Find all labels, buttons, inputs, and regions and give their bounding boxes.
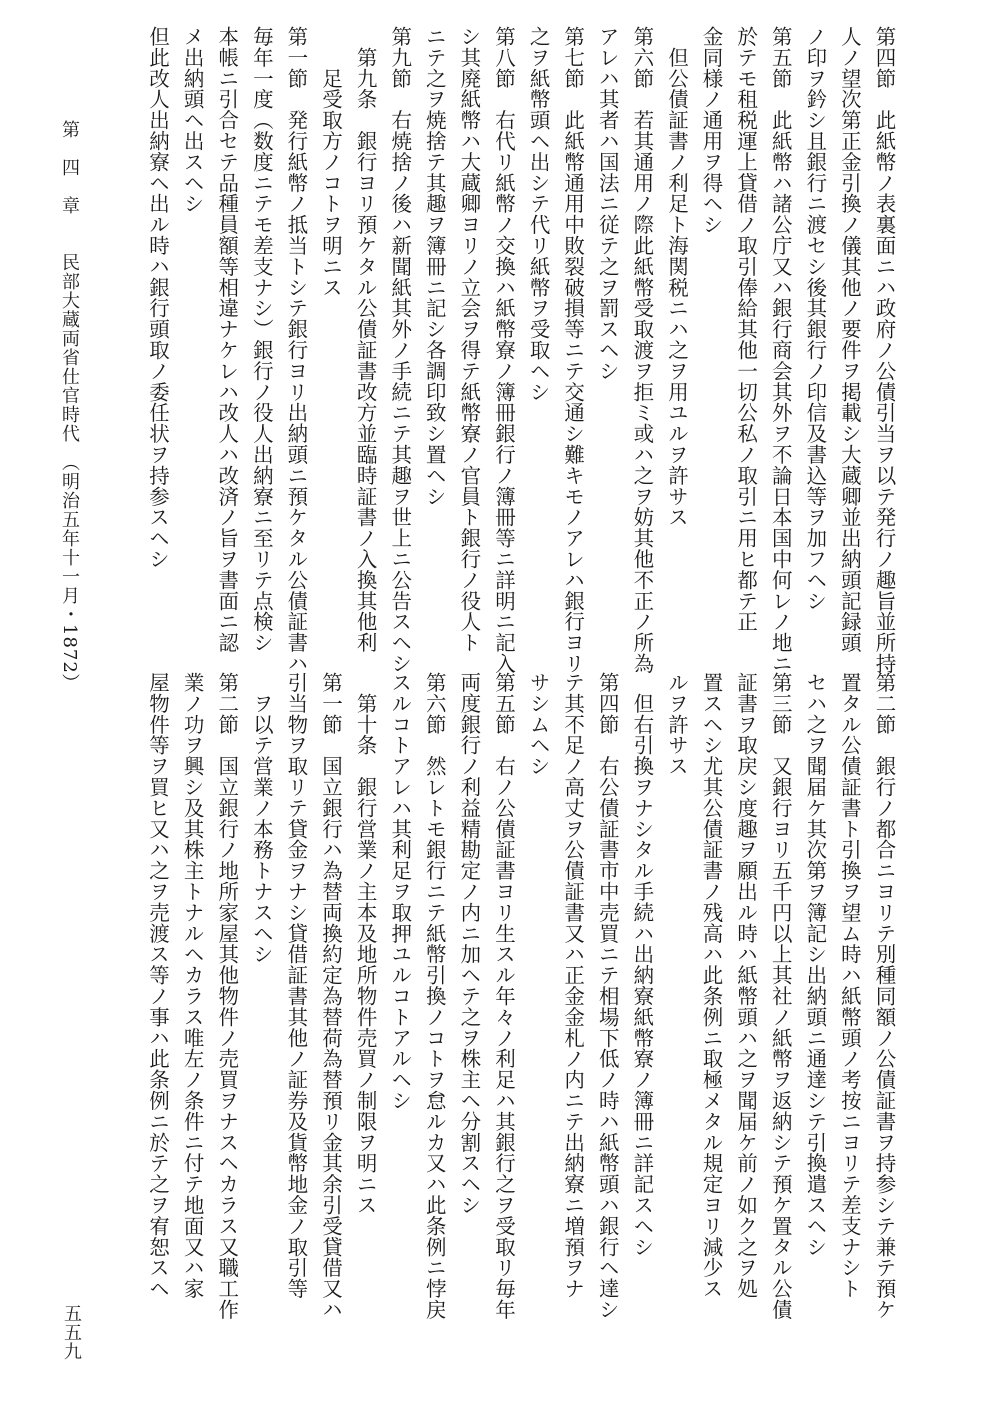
- text-column: 第三節 又銀行ヨリ五千円以上其社ノ紙幣ヲ返納シテ預ケ置タル公債: [768, 672, 793, 1320]
- text-column: 第四節 右公債証書市中売買ニテ相場下低ノ時ハ紙幣頭ハ銀行ヘ達シ: [595, 672, 620, 1320]
- text-column: ヲ以テ営業ノ本務トナスヘシ: [249, 672, 274, 965]
- text-column: ニテ之ヲ焼捨テ其趣ヲ簿冊ニ記シ各調印致シ置ヘシ: [422, 26, 447, 507]
- text-column: 但右引換ヲナシタル手続ハ出納寮紙幣寮ノ簿冊ニ詳記スヘシ: [629, 672, 654, 1258]
- text-column: 金同様ノ通用ヲ得ヘシ: [699, 26, 724, 235]
- running-head-title: 民部大蔵両省仕官時代: [59, 253, 80, 443]
- text-column: 屋物件等ヲ買ヒ又ハ之ヲ売渡ス等ノ事ハ此条例ニ於テ之ヲ宥恕スヘ: [145, 672, 170, 1299]
- text-column: ノ印ヲ鈐シ且銀行ニ渡セシ後其銀行ノ印信及書込等ヲ加フヘシ: [802, 26, 827, 612]
- text-column: 本帳ニ引合セテ品種員額等相違ナケレハ改人ハ改済ノ旨ヲ書面ニ認: [214, 26, 239, 653]
- text-column: 第五節 此紙幣ハ諸公庁又ハ銀行商会其外ヲ不論日本国中何レノ地ニ: [768, 26, 793, 674]
- text-column: 毎年一度（数度ニテモ差支ナシ）銀行ノ役人出納寮ニ至リテ点検シ: [249, 26, 274, 653]
- text-column: 第二節 銀行ノ都合ニヨリテ別種同額ノ公債証書ヲ持参シテ兼テ預ケ: [872, 672, 896, 1320]
- text-column: ルヲ許サス: [664, 672, 689, 777]
- text-column: メ出納頭ヘ出スヘシ: [180, 26, 205, 215]
- running-head: [56, 120, 82, 693]
- text-column: 業ノ功ヲ興シ及其株主トナルヘカラス唯左ノ条件ニ付テ地面又ハ家: [180, 672, 205, 1299]
- text-column: 於テモ租税運上貸借ノ取引俸給其他一切公私ノ取引ニ用ヒ都テ正: [733, 26, 758, 633]
- text-column: 第六節 若其通用ノ際此紙幣受取渡ヲ拒ミ或ハ之ヲ妨其他不正ノ所為: [629, 26, 654, 674]
- text-column: 第九節 右焼捨ノ後ハ新聞紙其外ノ手続ニテ其趣ヲ世上ニ公告スヘシ: [387, 26, 412, 674]
- text-block-bottom: [140, 672, 901, 1332]
- text-column: シ其廃紙幣ハ大蔵卿ヨリノ立会ヲ得テ紙幣寮ノ官員ト銀行ノ役人ト: [456, 26, 481, 653]
- text-column: 第二節 国立銀行ノ地所家屋其他物件ノ売買ヲナスヘカラス又職工作: [214, 672, 239, 1320]
- text-column: 引当物ヲ取リテ貸金ヲナシ貸借証書其他ノ証券及貨幣地金ノ取引等: [283, 672, 308, 1299]
- text-column: 第七節 此紙幣通用中敗裂破損等ニテ交通シ難キモノアレハ銀行ヨリ: [560, 26, 585, 674]
- text-column: 両度銀行ノ利益精勘定ノ内ニ加ヘテ之ヲ株主ヘ分割スヘシ: [456, 672, 481, 1216]
- running-head-chapter: 第 四 章: [59, 120, 80, 215]
- text-column: 第十条 銀行営業ノ主本及地所物件売買ノ制限ヲ明ニス: [353, 672, 378, 1216]
- text-column: 之ヲ紙幣頭ヘ出シテ代リ紙幣ヲ受取ヘシ: [526, 26, 551, 403]
- text-column: アレハ其者ハ国法ニ従テ之ヲ罰スヘシ: [595, 26, 620, 382]
- text-column: 第五節 右ノ公債証書ヨリ生スル年々ノ利足ハ其銀行之ヲ受取リ毎年: [491, 672, 516, 1320]
- page-number: 五五九: [61, 1304, 82, 1361]
- text-column: 置スヘシ尤其公債証書ノ残高ハ此条例ニ取極メタル規定ヨリ減少ス: [699, 672, 724, 1299]
- text-column: 但此改人出納寮ヘ出ル時ハ銀行頭取ノ委任状ヲ持参スヘシ: [145, 26, 170, 570]
- text-column: テ其不足ノ高丈ヲ公債証書又ハ正金金札ノ内ニテ出納寮ニ増預ヲナ: [560, 672, 585, 1299]
- text-column: 第六節 然レトモ銀行ニテ紙幣引換ノコトヲ怠ルカ又ハ此条例ニ悖戻: [422, 672, 447, 1320]
- running-head-period: （明治五年十一月・1872）: [59, 462, 80, 693]
- text-column: サシムヘシ: [526, 672, 551, 777]
- text-column: 第八節 右代リ紙幣ノ交換ハ紙幣寮ノ簿冊銀行ノ簿冊等ニ詳明ニ記入: [491, 26, 516, 674]
- text-column: 第一節 国立銀行ハ為替両換約定為替荷為替預リ金其余引受貸借又ハ: [318, 672, 343, 1320]
- text-column: 証書ヲ取戻シ度趣ヲ願出ル時ハ紙幣頭ハ之ヲ聞届ケ前ノ如ク之ヲ処: [733, 672, 758, 1299]
- text-column: セハ之ヲ聞届ケ其次第ヲ簿記シ出納頭ニ通達シテ引換遣スヘシ: [802, 672, 827, 1258]
- text-column: 人ノ望次第正金引換ノ儀其他ノ要件ヲ掲載シ大蔵卿並出納頭記録頭: [837, 26, 862, 653]
- text-column: 第九条 銀行ヨリ預ケタル公債証書改方並臨時証書ノ入換其他利: [353, 26, 378, 653]
- text-column: 第四節 此紙幣ノ表裏面ニハ政府ノ公債引当ヲ以テ発行ノ趣旨並所持: [872, 26, 896, 674]
- text-column: 第一節 発行紙幣ノ抵当トシテ銀行ヨリ出納頭ニ預ケタル公債証書ハ: [283, 26, 308, 674]
- text-column: 足受取方ノコトヲ明ニス: [318, 26, 343, 298]
- text-column: 但公債証書ノ利足ト海関税ニハ之ヲ用ユルヲ許サス: [664, 26, 689, 528]
- text-column: 置タル公債証書ト引換ヲ望ム時ハ紙幣頭ノ考按ニヨリテ差支ナシト: [837, 672, 862, 1299]
- text-column: スルコトアレハ其利足ヲ取押ユルコトアルヘシ: [387, 672, 412, 1111]
- text-block-top: [140, 26, 901, 674]
